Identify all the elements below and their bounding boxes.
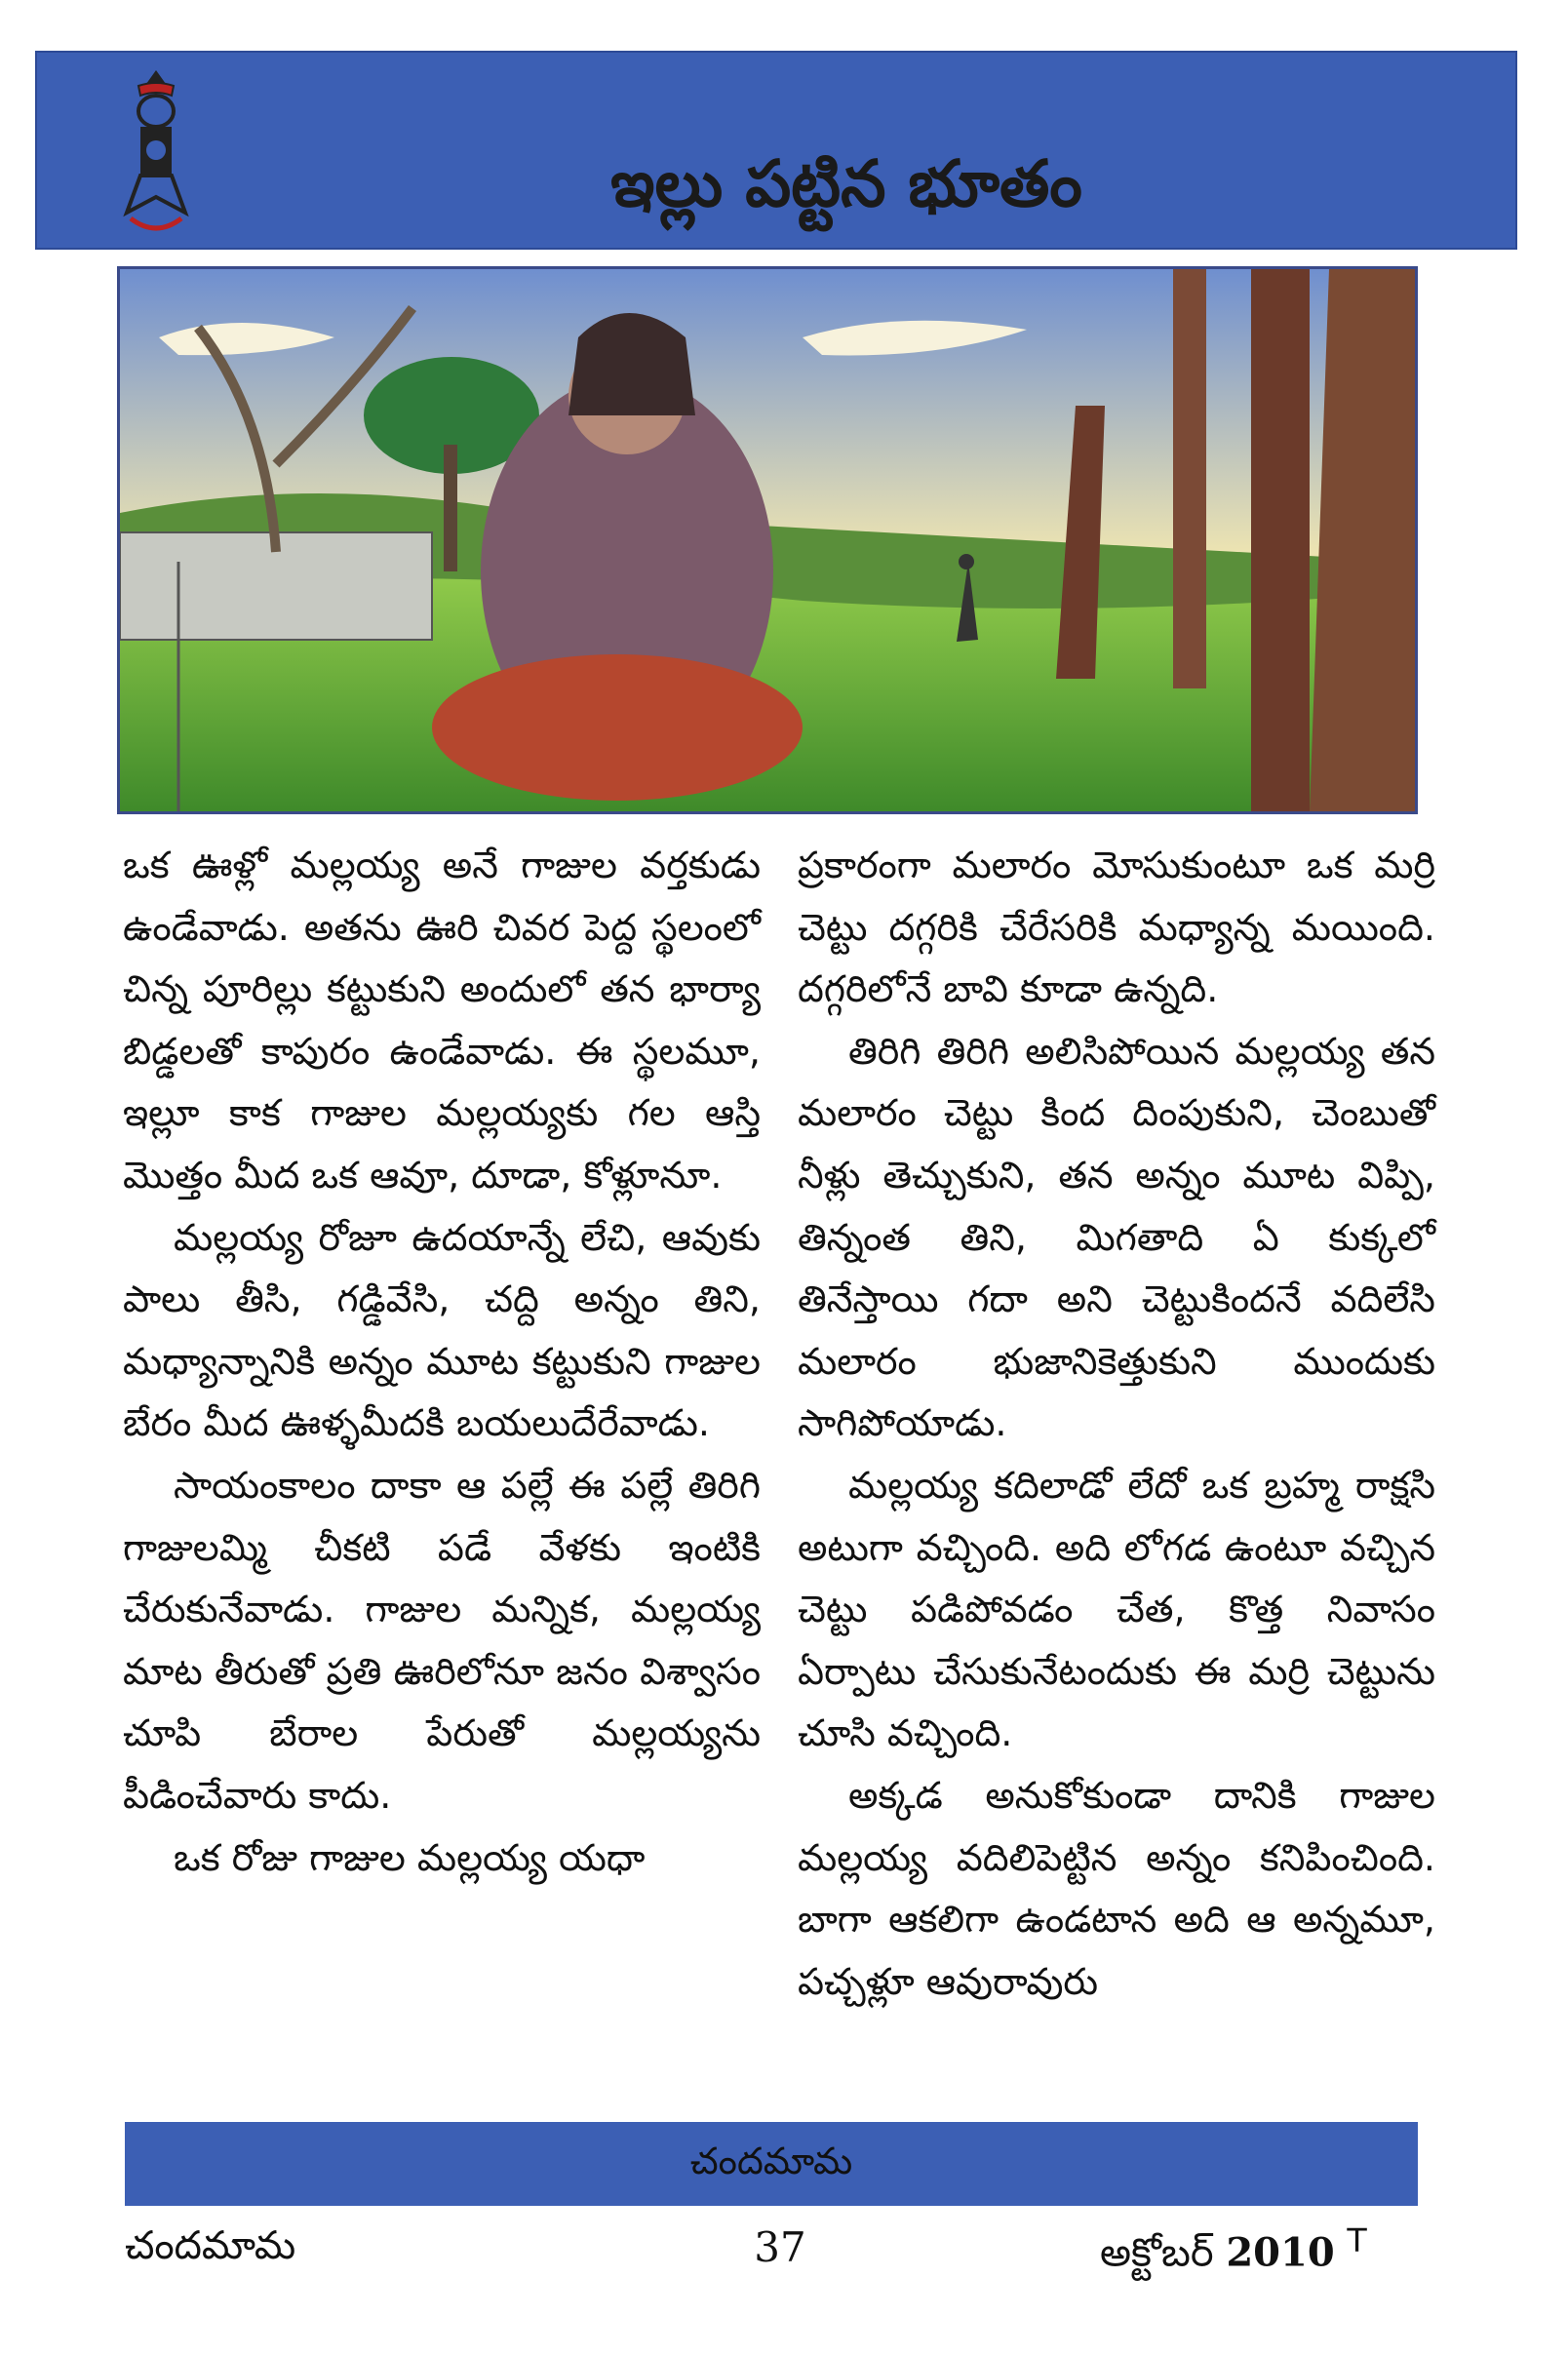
paragraph: ఒక ఊళ్లో మల్లయ్య అనే గాజుల వర్తకుడు ఉండేవాడు. అతను ఊరి చివర పెద్ద స్థలంలో చిన్న పూరిల్లు కట్టుకుని అందులో తన భార్యా బిడ్డలతో కాపురం ఉండేవాడు. ఈ స్థలమూ, ఇల్లూ కాక గాజుల మల్లయ్యకు గల ఆస్తి మొత్తం మీద ఒక ఆవూ, దూడా, కోళ్లూనూ.	[123, 844, 761, 1197]
story-illustration	[117, 266, 1418, 814]
issue-year: 2010	[1226, 2229, 1335, 2276]
chandamama-logo-icon	[117, 66, 195, 238]
paragraph: ప్రకారంగా మలారం మోసుకుంటూ ఒక మర్రి చెట్టు దగ్గరికి చేరేసరికి మధ్యాన్న మయింది. దగ్గరిలోనే బావి కూడా ఉన్నది.	[798, 844, 1435, 1011]
paragraph: ఒక రోజు గాజుల మల్లయ్య యధా	[174, 1835, 646, 1879]
page-number: 37	[754, 2223, 806, 2271]
issue-mark: T	[1347, 2221, 1367, 2259]
story-column-left	[123, 835, 761, 1889]
paragraph: తిరిగి తిరిగి అలిసిపోయిన మల్లయ్య తన మలారం చెట్టు కింద దింపుకుని, చెంబుతో నీళ్లు తెచ్చుకుని, తన అన్నం మూట విప్పి, తిన్నంత తిని, మిగతాది ఏ కుక్కలో తినేస్తాయి గదా అని చెట్టుకిందనే వదిలేసి మలారం భుజానికెత్తుకుని ముందుకు సాగిపోయాడు.	[798, 1029, 1435, 1445]
paragraph: సాయంకాలం దాకా ఆ పల్లే ఈ పల్లే తిరిగి గాజులమ్మి చీకటి పడే వేళకు ఇంటికి చేరుకునేవాడు. గాజుల మన్నిక, మల్లయ్య మాట తీరుతో ప్రతి ఊరిలోనూ జనం విశ్వాసం చూపి బేరాల పేరుతో మల్లయ్యను పీడించేవారు కాదు.	[123, 1463, 761, 1817]
paragraph: మల్లయ్య కదిలాడో లేదో ఒక బ్రహ్మ రాక్షసి అటుగా వచ్చింది. అది లోగడ ఉంటూ వచ్చిన చెట్టు పడిపోవడం చేత, కొత్త నివాసం ఏర్పాటు చేసుకునేటందుకు ఈ మర్రి చెట్టును చూసి వచ్చింది.	[798, 1463, 1435, 1755]
story-column-right	[798, 835, 1435, 2013]
paragraph: మల్లయ్య రోజూ ఉదయాన్నే లేచి, ఆవుకు పాలు తీసి, గడ్డివేసి, చద్ది అన్నం తిని, మధ్యాన్నానికి అన్నం మూట కట్టుకుని గాజుల బేరం మీద ఊళ్ళమీదకి బయలుదేరేవాడు.	[123, 1215, 761, 1445]
paragraph: అక్కడ అనుకోకుండా దానికి గాజుల మల్లయ్య వదిలిపెట్టిన అన్నం కనిపించింది. బాగా ఆకలిగా ఉండటాన అది ఆ అన్నమూ, పచ్చళ్లూ ఆవురావురు	[798, 1773, 1435, 2003]
footer-band-text: చందమామ	[689, 2140, 853, 2182]
title-banner	[35, 51, 1517, 250]
magazine-name: చందమామ	[125, 2223, 296, 2268]
illustration-scene	[120, 269, 1415, 811]
issue-month: అక్టోబర్	[1100, 2230, 1214, 2276]
story-title: ఇల్లు పట్టిన భూతం	[610, 146, 1082, 221]
footer-band	[125, 2122, 1418, 2206]
issue-date	[1100, 2221, 1367, 2285]
